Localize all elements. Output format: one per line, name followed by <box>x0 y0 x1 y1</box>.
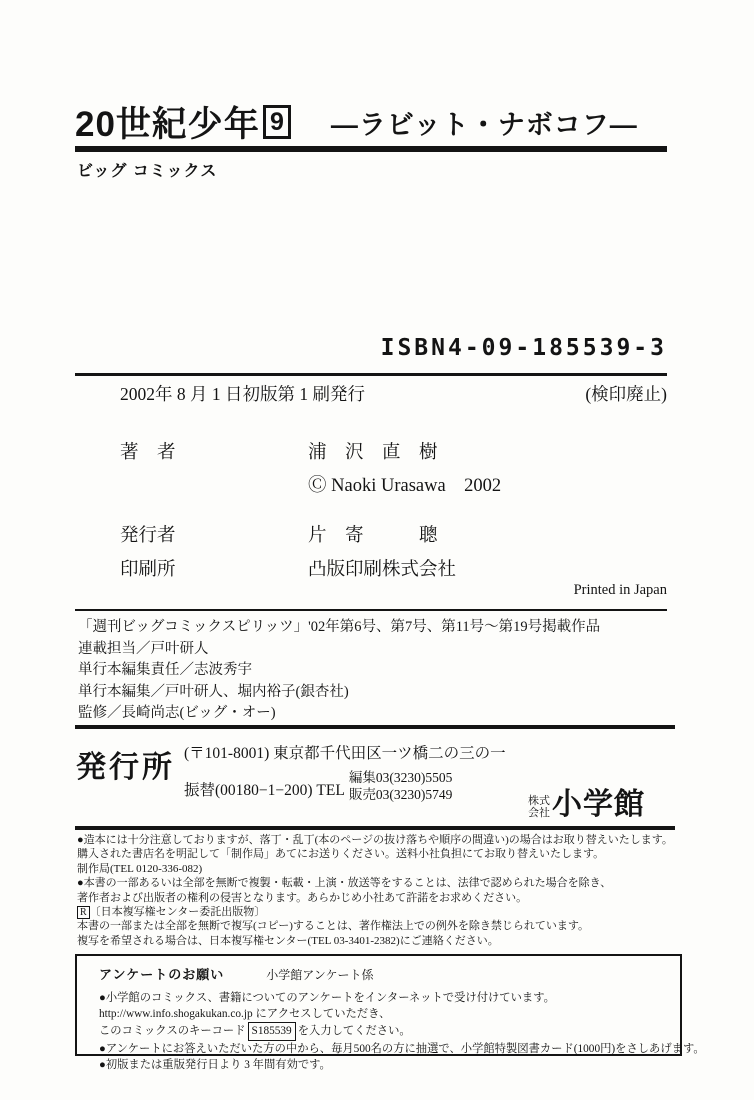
author-label: 著 者 <box>120 443 176 463</box>
survey-title: アンケートのお願い <box>99 967 225 982</box>
keycode-box: S185539 <box>248 1022 296 1040</box>
survey-header <box>99 964 680 983</box>
publishing-office-tel-row <box>184 769 452 803</box>
keycode-after: を入力してください。 <box>297 1025 411 1038</box>
title-rule <box>75 146 667 152</box>
survey-line-lottery: ●アンケートにお答えいただいた方の中から、毎月500名の方に抽選で、小学館特製図書カード(1000円)をさしあげます。 <box>99 1042 705 1055</box>
publisher-top-rule <box>75 725 675 729</box>
notices-block <box>77 833 673 948</box>
company-type <box>528 795 550 819</box>
series-title: 20世紀少年 <box>75 105 260 144</box>
isbn-rule <box>75 373 667 376</box>
survey-body <box>99 990 705 1073</box>
tel-editorial: 編集03(3230)5505 <box>348 770 453 785</box>
survey-box <box>75 954 705 1071</box>
imprint-label: ビッグ コミックス <box>77 163 218 180</box>
survey-line-internet: ●小学館のコミックス、書籍についてのアンケートをインターネットで受け付けています。 <box>99 992 555 1004</box>
copy-rights-center-line <box>77 905 673 919</box>
notice-photocopy-contact: 複写を希望される場合は、日本複写権センター(TEL 03-3401-2382)にご連絡ください。 <box>77 934 499 947</box>
volume-subtitle: ―ラビット・ナボコフ― <box>330 109 638 140</box>
printer-label: 印刷所 <box>120 560 176 580</box>
serial-staff: 連載担当／戸叶研人 <box>78 640 209 657</box>
edition-date: 2002年 8 月 1 日初版第 1 刷発行 <box>120 384 365 404</box>
notice-reproduction-2: 著作者および出版者の権利の侵害となります。あらかじめ小社あて許諾をお求めください。 <box>77 891 528 904</box>
company-type-bottom: 会社 <box>528 807 550 819</box>
publisher-name: 片 寄 聰 <box>308 526 438 546</box>
volume-number-box: 9 <box>263 105 291 139</box>
survey-line-keycode <box>99 1022 680 1040</box>
transfer-account: 振替(00180−1−200) TEL <box>184 782 345 799</box>
survey-line-validity: ●初版または重版発行日より 3 年間有効です。 <box>99 1058 331 1071</box>
notice-defect: ●造本には十分注意しておりますが、落丁・乱丁(本のページの抜け落ちや順序の間違い)の場合はお取り替えいたします。 <box>77 834 673 846</box>
company-block <box>528 779 645 823</box>
printer-name: 凸版印刷株式会社 <box>308 560 457 580</box>
notices-top-rule <box>75 826 675 830</box>
book-editor-chief: 単行本編集責任／志波秀宇 <box>78 662 252 678</box>
stamp-abolished-note: (検印廃止) <box>585 384 667 404</box>
printed-in-japan: Printed in Japan <box>573 582 667 598</box>
keycode-before: このコミックスのキーコード <box>99 1025 246 1038</box>
notice-photocopy: 本書の一部または全部を無断で複写(コピー)することは、著作権法上での例外を除き禁じられています。 <box>77 920 590 933</box>
author-name: 浦 沢 直 樹 <box>308 443 438 463</box>
copyright-line: Ⓒ Naoki Urasawa 2002 <box>308 476 502 496</box>
book-editors: 単行本編集／戸叶研人、堀内裕子(銀杏社) <box>78 683 349 700</box>
edition-row <box>75 381 667 406</box>
credits-top-rule <box>75 609 667 611</box>
survey-recipient: 小学館アンケート係 <box>266 968 374 982</box>
publishing-office-label: 発行所 <box>76 751 175 784</box>
notice-reproduction: ●本書の一部あるいは全部を無断で複製・転載・上演・放送等をすることは、法律で認められた場合を除き、 <box>77 877 612 890</box>
tel-sales: 販売03(3230)5749 <box>348 787 453 802</box>
serialization-block <box>78 617 600 725</box>
supervisor: 監修／長崎尚志(ビッグ・オー) <box>78 705 276 721</box>
production-bureau-tel: 制作局(TEL 0120-336-082) <box>77 862 203 875</box>
publisher-label: 発行者 <box>120 526 176 546</box>
notice-defect-2: 購入された書店名を明記して「制作局」あてにお送りください。送料小社負担にてお取り替えいたします。 <box>77 848 605 861</box>
company-name: 小学館 <box>552 788 645 821</box>
survey-line-url: http://www.info.shogakukan.co.jp にアクセスしていただき、 <box>99 1008 391 1021</box>
registered-mark-box: R <box>77 906 90 919</box>
serialization-source: 「週刊ビッグコミックスピリッツ」'02年第6号、第7号、第11号～第19号掲載作品 <box>78 619 601 635</box>
company-type-top: 株式 <box>528 795 550 807</box>
copy-rights-center-text: 〔日本複写権センター委託出版物〕 <box>89 906 266 919</box>
title-block <box>75 97 638 147</box>
isbn-number: ISBN4-09-185539-3 <box>380 335 667 361</box>
publishing-office-address: (〒101-8001) 東京都千代田区一ツ橋二の三の一 <box>184 745 506 762</box>
phone-numbers <box>349 769 453 803</box>
